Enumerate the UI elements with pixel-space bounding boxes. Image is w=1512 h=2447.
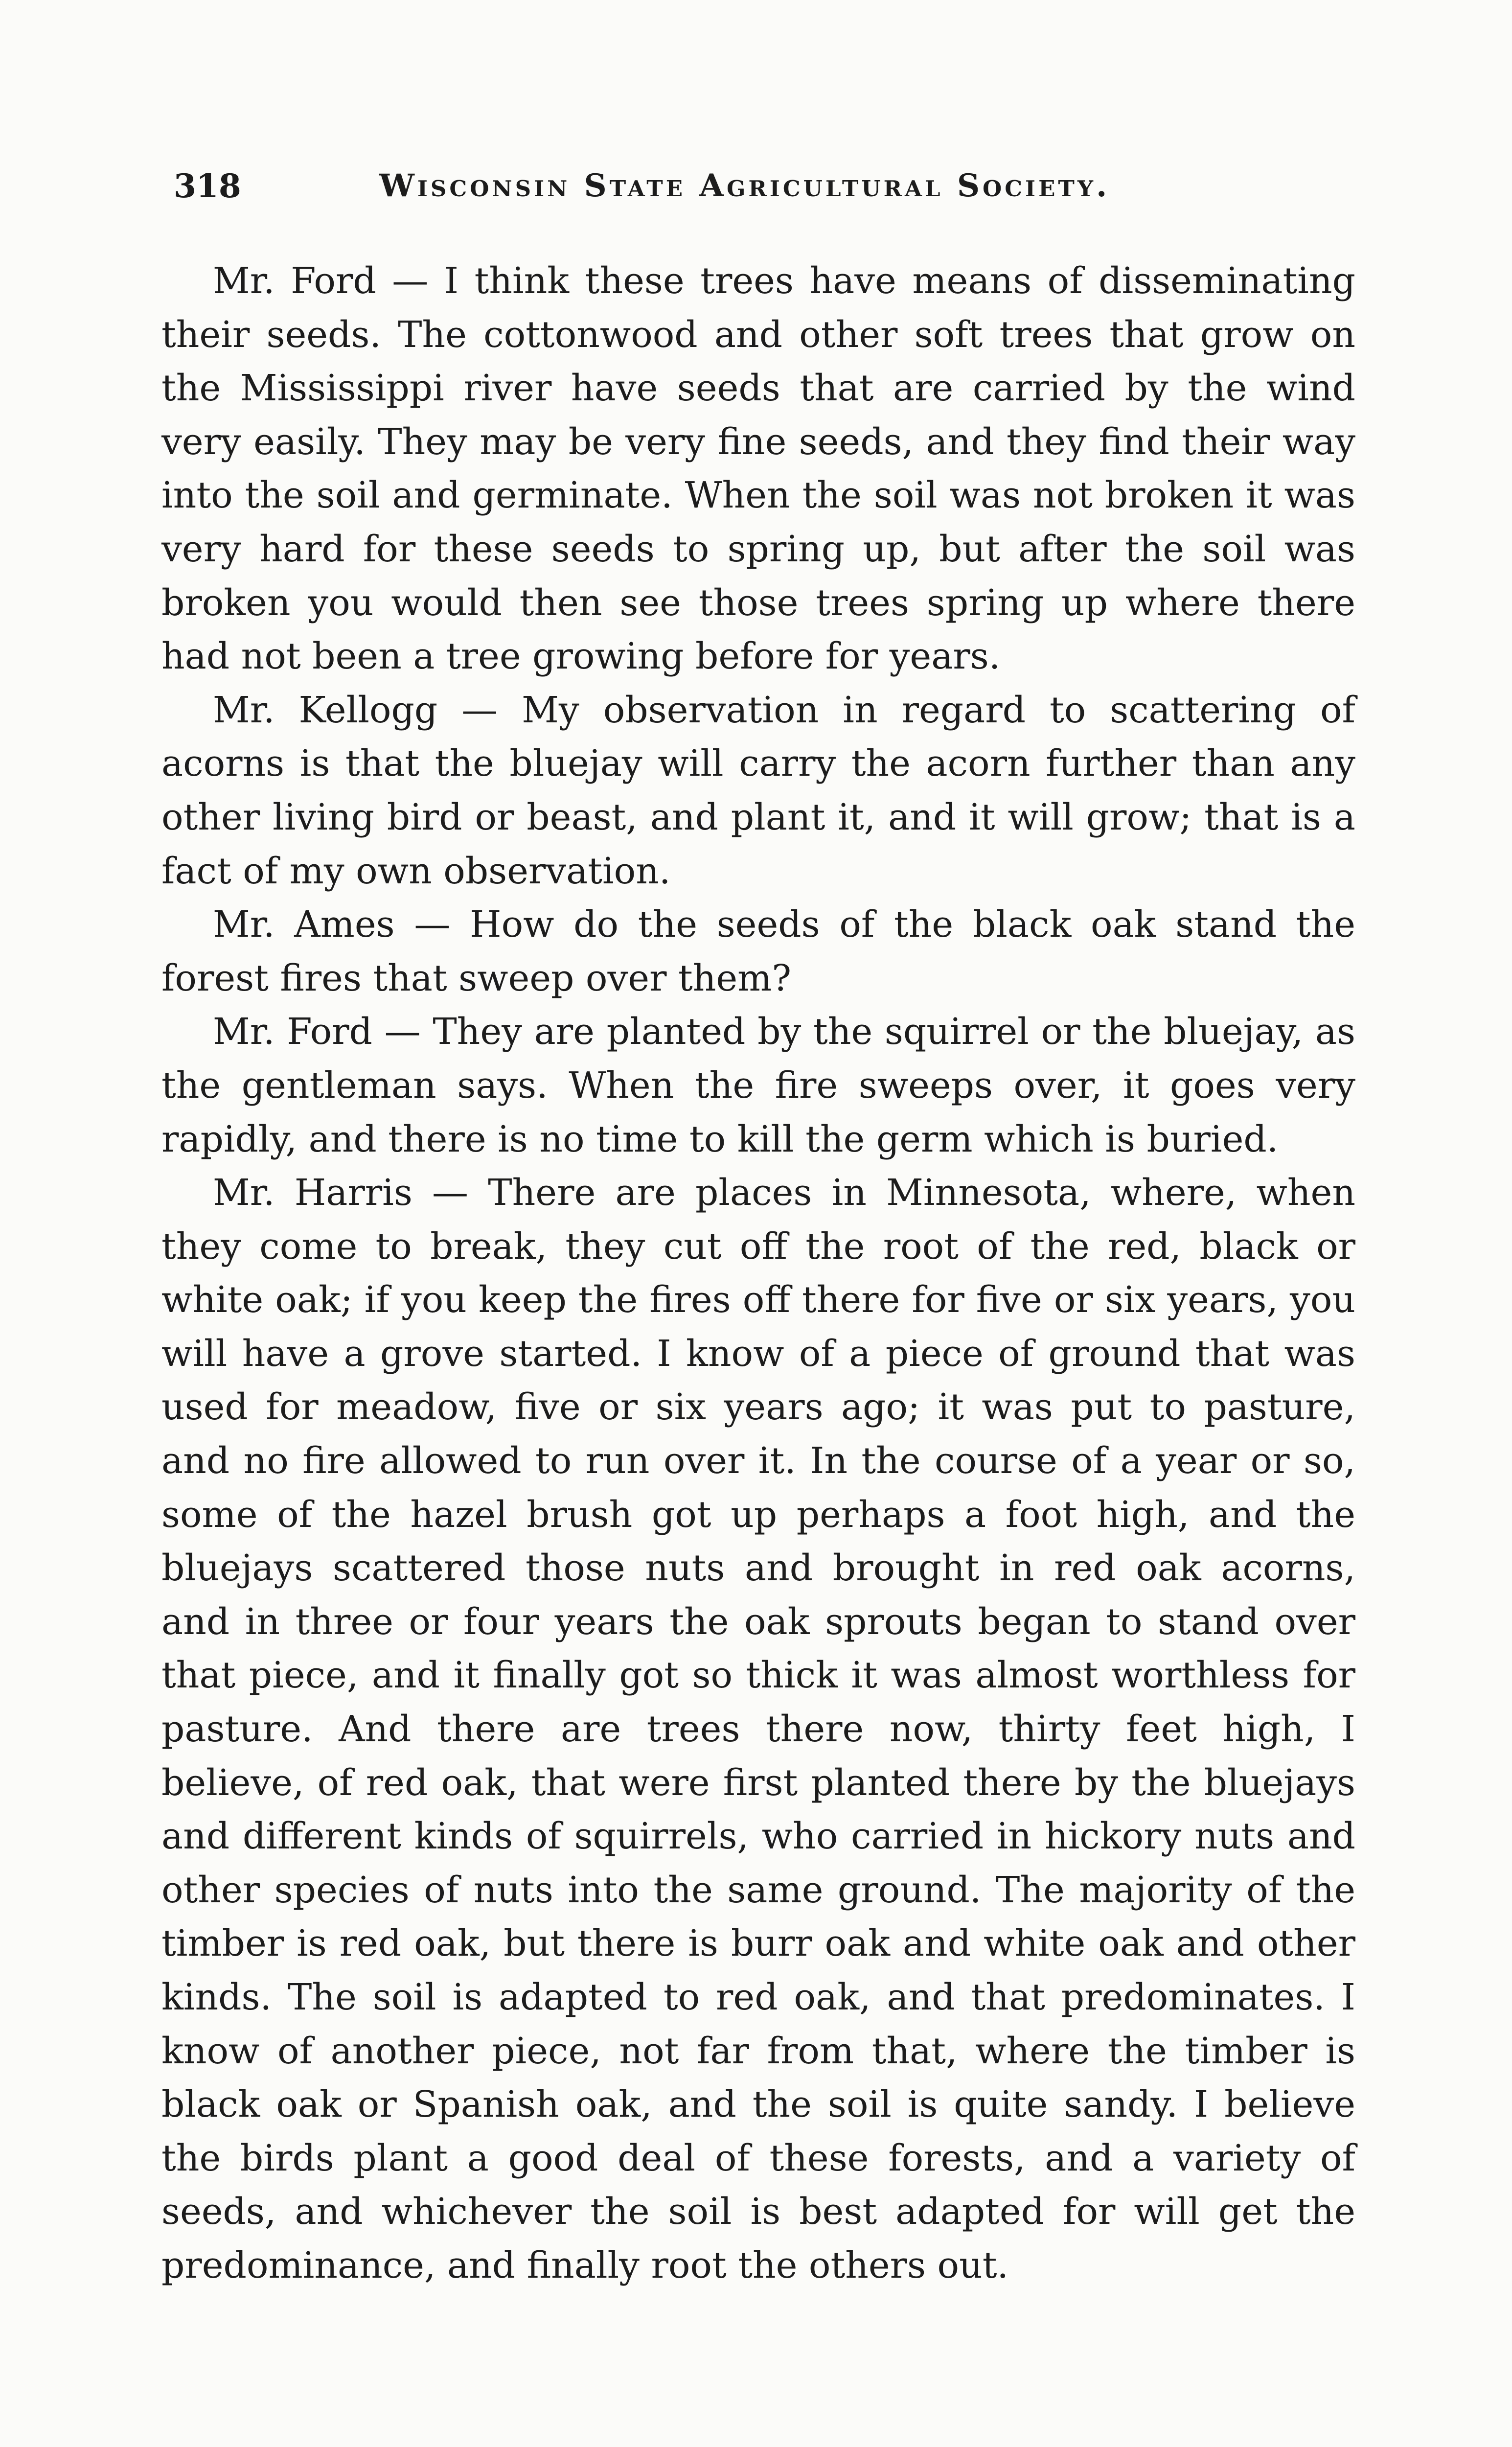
- body-text: [161, 254, 1355, 2293]
- running-head: Wisconsin State Agricultural Society.: [379, 167, 1110, 204]
- paragraph-ames: Mr. Ames — How do the seeds of the black oak stand the forest fires that sweep over them?: [161, 903, 1355, 999]
- paragraph-harris: Mr. Harris — There are places in Minnesota, where, when they come to break, they cut off the root of the red, black or white oak; if you keep the fires off there for five or six years, you will have a grove started. I know of a piece of ground that was used for meadow, five or six years ago; it was put to pasture, and no fire allowed to run over it. In the course of a year or so, some of the hazel brush got up perhaps a foot high, and the bluejays scattered those nuts and brought in red oak acorns, and in three or four years the oak sprouts began to stand over that piece, and it finally got so thick it was almost worthless for pasture. And there are trees there now, thirty feet high, I believe, of red oak, that were first planted there by the bluejays and different kinds of squirrels, who carried in hickory nuts and other species of nuts into the same ground. The majority of the timber is red oak, but there is burr oak and white oak and other kinds. The soil is adapted to red oak, and that predominates. I know of another piece, not far from that, where the timber is black oak or Spanish oak, and the soil is quite sandy. I believe the birds plant a good deal of these forests, and a variety of seeds, and whichever the soil is best adapted for will get the predominance, and finally root the others out.: [161, 1172, 1355, 2286]
- paragraph-ford-1: Mr. Ford — I think these trees have means of disseminating their seeds. The cottonwood and other soft trees that grow on the Mississippi river have seeds that are carried by the wind very easily. They may be very fine seeds, and they find their way into the soil and germinate. When the soil was not broken it was very hard for these seeds to spring up, but after the soil was broken you would then see those trees spring up where there had not been a tree growing before for years.: [161, 260, 1355, 678]
- paragraph-ford-2: Mr. Ford — They are planted by the squirrel or the bluejay, as the gentleman says. When the fire sweeps over, it goes very rapidly, and there is no time to kill the germ which is buried.: [161, 1011, 1355, 1160]
- page-header: [174, 162, 1358, 220]
- paragraph-kellogg: Mr. Kellogg — My observation in regard to scattering of acorns is that the bluejay will carry the acorn further than any other living bird or beast, and plant it, and it will grow; that is a fact of my own observation.: [161, 689, 1355, 892]
- page-number: 318: [174, 167, 241, 205]
